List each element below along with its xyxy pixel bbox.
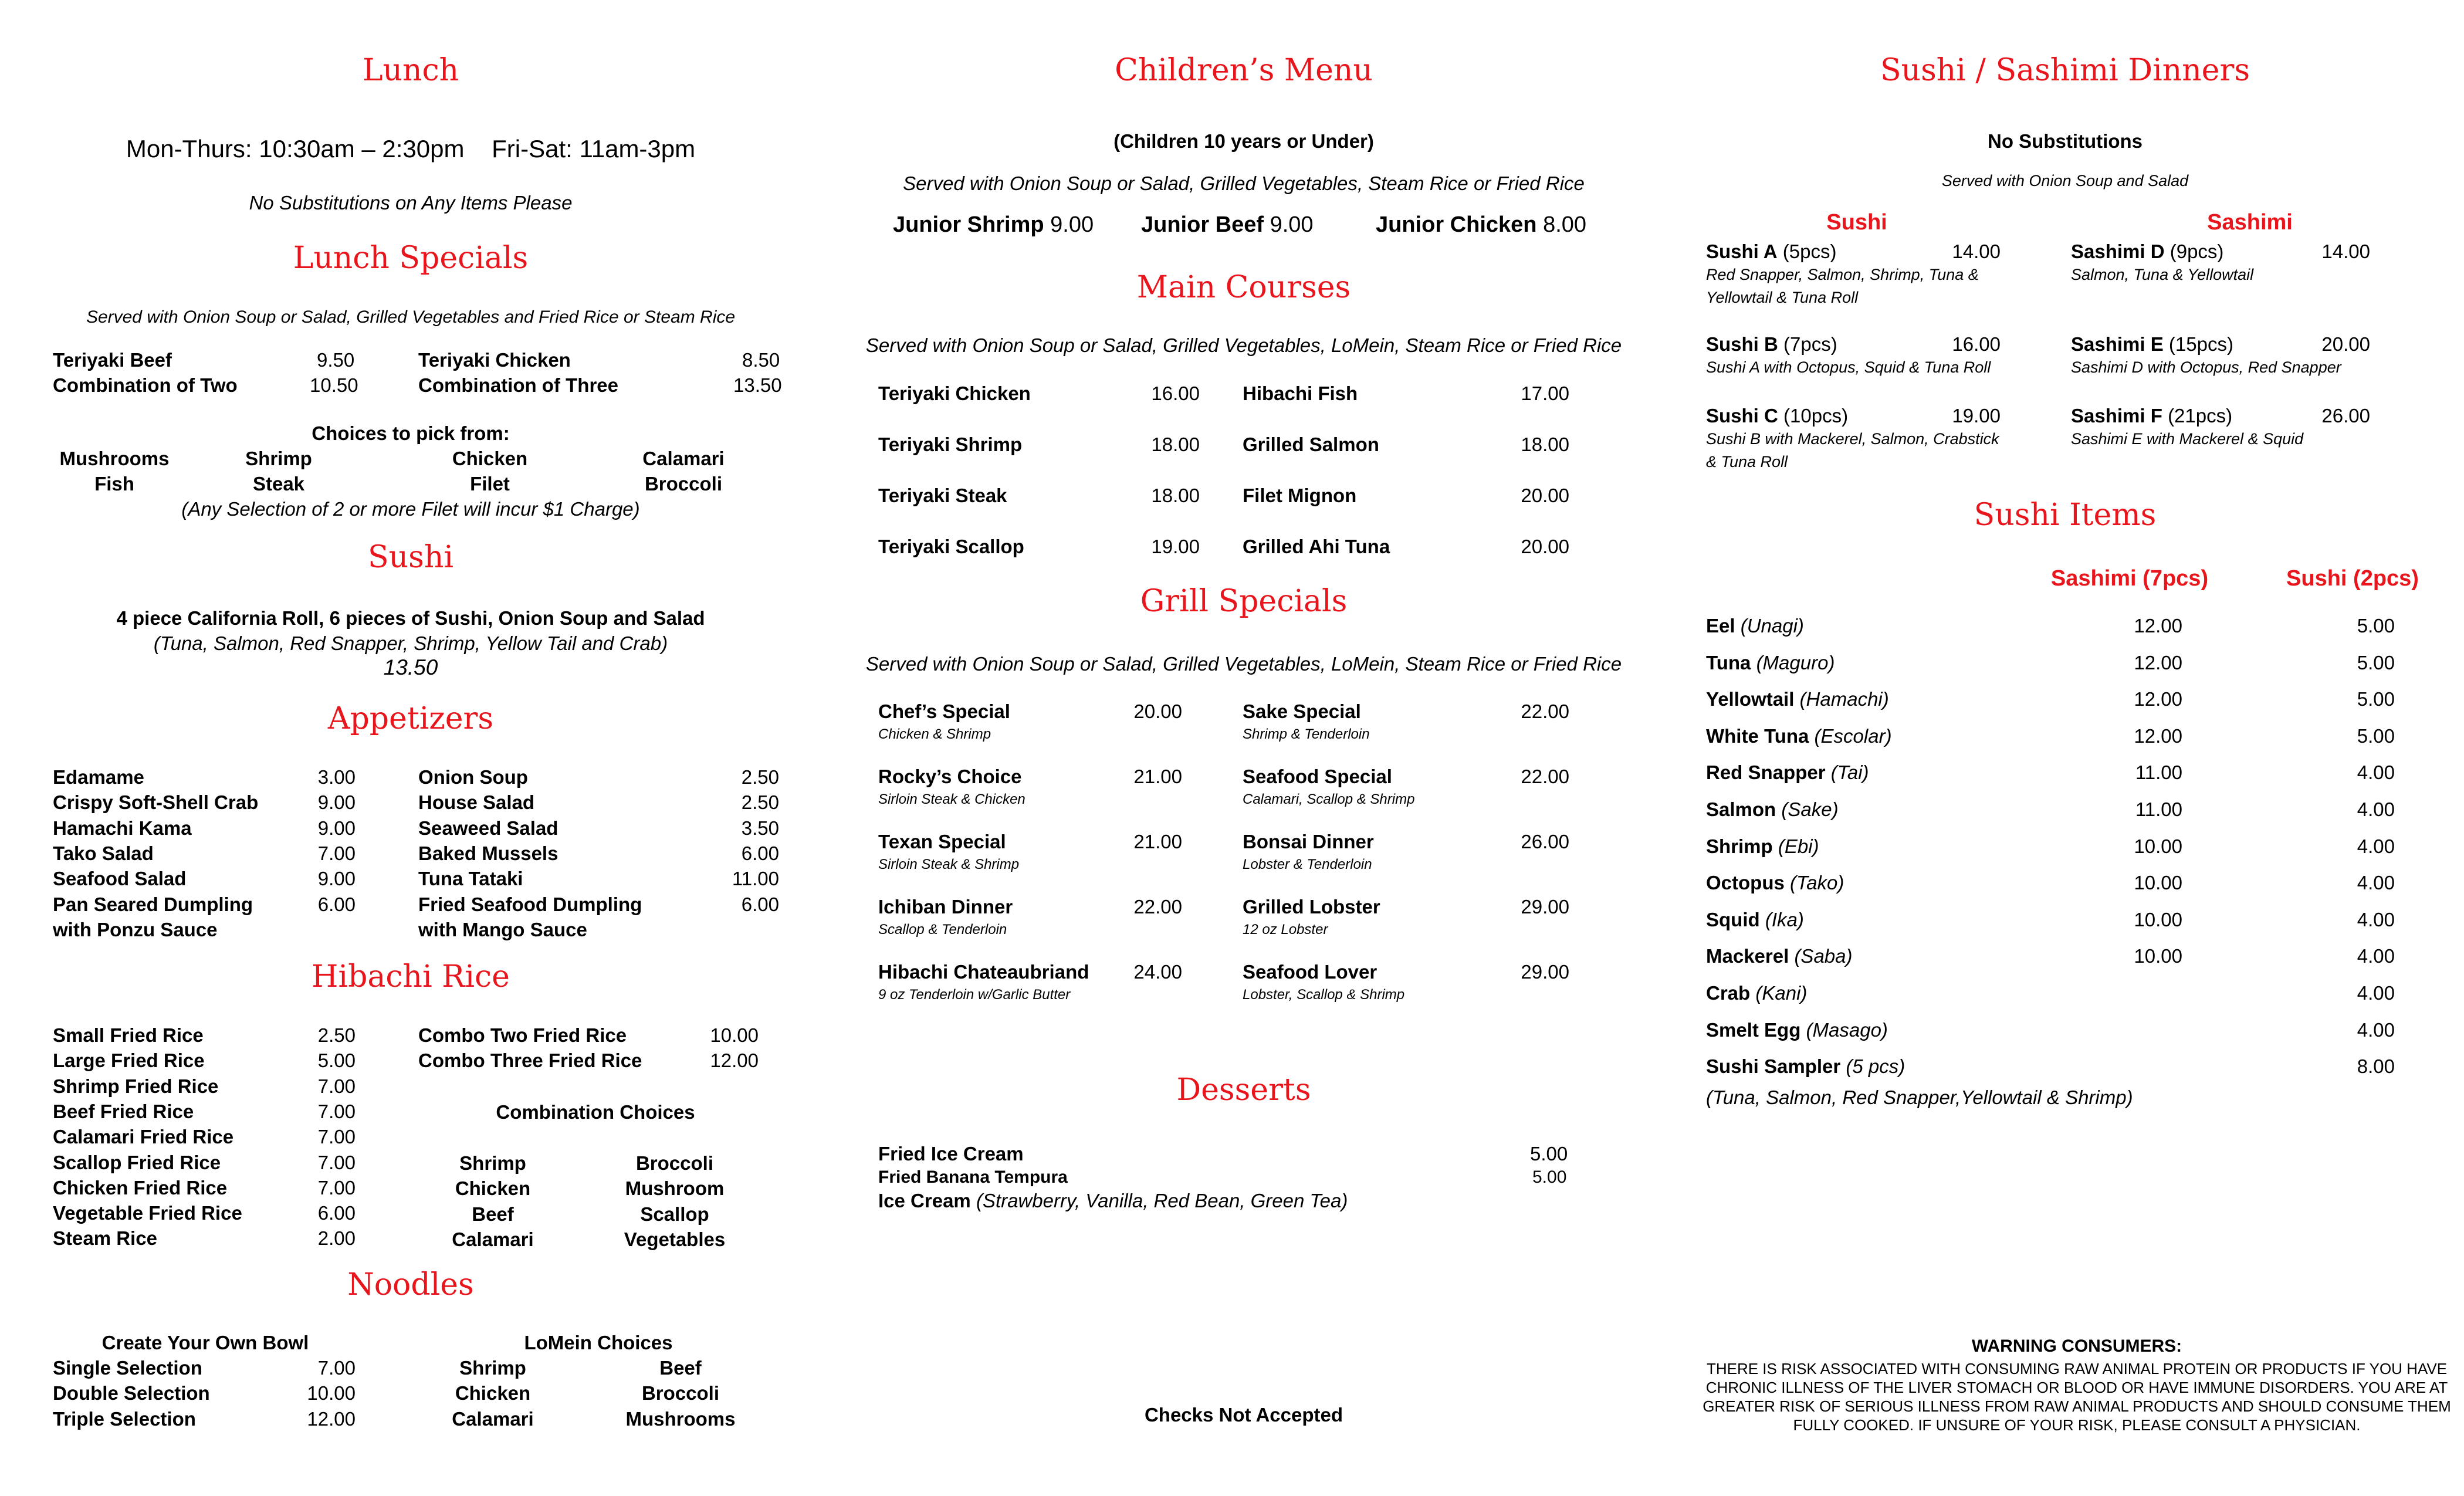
menu-item-name: Teriyaki Beef [53,349,172,371]
menu-item-price: 10.00 [307,1382,356,1404]
menu-item-price: 21.00 [1133,766,1182,787]
menu-item-name: Sushi Sampler [1706,1055,1841,1078]
menu-item-description: Lobster & Tenderloin [1243,857,1372,872]
choice-item: Beef [659,1357,702,1379]
menu-item [1141,212,1314,238]
choice-item: Shrimp [459,1357,526,1379]
menu-item-price: 20.00 [1521,536,1569,557]
sashimi-price: 11.00 [2135,761,2182,784]
table-row [1706,1019,1888,1041]
menu-item-pieces: (5pcs) [1782,241,1837,262]
menu-item-price: 7.00 [317,1151,356,1173]
menu-item [1376,212,1586,238]
sushi-price: 8.00 [2357,1055,2395,1078]
menu-item-pieces: (10pcs) [1783,405,1849,427]
main-courses-heading: Main Courses [1136,270,1351,305]
menu-item-price: 7.00 [317,1100,356,1122]
menu-item-name: Salmon [1706,798,1776,820]
lunch-sushi-heading: Sushi [368,540,453,575]
lunch-sushi-price: 13.50 [383,655,438,679]
menu-item [1706,241,1836,263]
menu-item-description: Sushi A with Octopus, Squid & Tuna Roll [1706,358,1991,376]
menu-item-price: 2.50 [741,791,779,814]
menu-item-japanese-name: (Sake) [1781,798,1839,820]
choice-item: Broccoli [635,1152,714,1174]
menu-item-price: 2.50 [741,766,779,788]
menu-item-name: Fried Banana Tempura [878,1167,1068,1187]
menu-item-price: 18.00 [1521,434,1569,455]
menu-item-price: 16.00 [1151,383,1200,404]
lunch-sushi-fish-list: (Tuna, Salmon, Red Snapper, Shrimp, Yellow Tail and Crab) [153,632,668,654]
choice-item: Calamari [642,448,725,469]
table-row [1706,725,1892,747]
menu-item-name: Seafood Lover [1243,961,1377,983]
menu-item-price: 29.00 [1521,896,1569,918]
menu-item-name: Tako Salad [53,842,154,864]
choice-item: Filet [470,473,510,495]
lunch-hours: Mon-Thurs: 10:30am – 2:30pm Fri-Sat: 11am-3pm [126,135,696,163]
menu-item-name: Hibachi Fish [1243,383,1358,404]
lomein-choices-title: LoMein Choices [524,1332,673,1353]
menu-item-name: Scallop Fried Rice [53,1151,221,1173]
lunch-no-substitutions: No Substitutions on Any Items Please [249,192,573,214]
sushi-dinners-heading: Sushi / Sashimi Dinners [1880,53,2250,88]
choice-item: Broccoli [644,473,723,495]
menu-item-name: Sashimi E [2071,333,2164,355]
menu-item-name: Ichiban Dinner [878,896,1013,918]
menu-item-name: Crab [1706,982,1751,1004]
menu-item-description: Shrimp & Tenderloin [1243,726,1370,742]
menu-item-description: Calamari, Scallop & Shrimp [1243,791,1415,807]
sashimi-price: 10.00 [2134,945,2182,967]
sashimi-price: 12.00 [2134,651,2182,673]
table-row [1706,798,1839,821]
menu-item-name: Bonsai Dinner [1243,831,1374,852]
choice-item: Steak [252,473,305,495]
menu-item-japanese-name: (Unagi) [1740,615,1804,637]
menu-item-name: Shrimp Fried Rice [53,1075,219,1097]
table-row [1706,982,1807,1004]
menu-item-japanese-name: (Escolar) [1814,725,1892,747]
menu-item-description: 12 oz Lobster [1243,922,1328,937]
menu-item-name: Teriyaki Shrimp [878,434,1023,455]
choice-item: Broccoli [641,1382,720,1404]
menu-item-price: 6.00 [741,842,779,864]
menu-item-price: 18.00 [1151,434,1200,455]
sushi-price: 4.00 [2357,945,2395,967]
menu-item-name: Sushi A [1706,241,1778,262]
menu-item-name: Seafood Salad [53,868,187,890]
menu-item-name: Single Selection [53,1357,202,1379]
sushi-price: 4.00 [2357,872,2395,894]
menu-item-name: Edamame [53,766,144,788]
menu-item-japanese-name: (Tako) [1790,872,1844,894]
hibachi-rice-heading: Hibachi Rice [312,959,510,994]
menu-item-name: Tuna [1706,651,1751,673]
menu-item-pieces: (15pcs) [2168,333,2233,355]
lunch-sushi-description: 4 piece California Roll, 6 pieces of Sushi, Onion Soup and Salad [116,607,705,629]
choice-item: Shrimp [459,1152,526,1174]
menu-item-name: Large Fried Rice [53,1050,205,1072]
menu-item-price: 14.00 [2321,241,2370,262]
sashimi-price: 10.00 [2134,835,2182,857]
menu-item-price: 26.00 [1521,831,1569,852]
choice-item: Beef [472,1203,514,1225]
menu-item-price: 9.00 [317,868,356,890]
combination-choices-title: Combination Choices [496,1101,695,1123]
menu-item-name: Steam Rice [53,1227,157,1250]
table-row [1706,835,1819,858]
menu-item-description: Sashimi E with Mackerel & Squid [2071,430,2304,448]
menu-item-pieces: (21pcs) [2168,405,2233,427]
menu-item [878,1190,1348,1212]
menu-item-price: 6.00 [317,893,356,915]
menu-item-name: Beef Fried Rice [53,1100,194,1122]
choice-item: Chicken [452,448,528,469]
menu-item-price: 22.00 [1133,896,1182,918]
table-row [1706,688,1889,710]
menu-item-price: 19.00 [1151,536,1200,557]
menu-item-name: Onion Soup [418,766,528,788]
menu-item [893,212,1094,238]
menu-item-name: Sashimi F [2071,405,2162,427]
sushi-price: 4.00 [2357,798,2395,820]
sashimi-price: 12.00 [2134,615,2182,637]
menu-item-name: Calamari Fried Rice [53,1126,234,1148]
menu-item-description: Red Snapper, Salmon, Shrimp, Tuna & [1706,266,1979,283]
choice-item: Shrimp [245,448,312,469]
menu-item-name: Chicken Fried Rice [53,1176,228,1199]
menu-item-name: Seaweed Salad [418,817,559,839]
menu-item-name: Squid [1706,908,1760,930]
menu-item-japanese-name: (Tai) [1830,761,1869,784]
menu-item-description: Sirloin Steak & Shrimp [878,857,1020,872]
table-row [1706,615,1804,637]
menu-item-name: Combo Three Fried Rice [418,1050,642,1072]
menu-item-japanese-name: (Masago) [1806,1018,1888,1041]
menu-item-name: Red Snapper [1706,761,1826,784]
menu-item-name: with Mango Sauce [418,918,587,940]
sashimi-column-heading: Sashimi [2207,210,2293,235]
menu-item-name: Small Fried Rice [53,1024,204,1046]
sashimi-price: 12.00 [2134,688,2182,710]
menu-item-name: Junior Shrimp [893,212,1044,237]
sushi-price: 4.00 [2357,982,2395,1004]
menu-item-description: Sirloin Steak & Chicken [878,791,1025,807]
table-row [1706,872,1844,894]
menu-item-price: 11.00 [732,868,779,890]
menu-item-price: 5.00 [1530,1143,1568,1165]
menu-item-price: 7.00 [317,1126,356,1148]
menu-item-price: 17.00 [1521,383,1569,404]
menu-item [2071,333,2233,356]
menu-item-price: 9.50 [317,349,355,371]
menu-item-price: 5.00 [317,1050,356,1072]
menu-item-description: Sushi B with Mackerel, Salmon, Crabstick [1706,430,1999,448]
menu-item-name: Sushi B [1706,333,1778,355]
sashimi-price: 10.00 [2134,872,2182,894]
menu-item-name: Junior Chicken [1376,212,1537,237]
menu-item-name: with Ponzu Sauce [53,918,218,940]
lunch-heading: Lunch [362,53,459,88]
choice-item: Vegetables [624,1228,726,1250]
menu-item-price: 6.00 [741,893,779,915]
menu-item-price: 18.00 [1151,485,1200,506]
sushi-price-column-heading: Sushi (2pcs) [2286,566,2419,591]
menu-item-name: Teriyaki Chicken [878,383,1031,404]
menu-item-name: Triple Selection [53,1407,196,1430]
menu-item-name: Yellowtail [1706,688,1795,710]
menu-item-description: Yellowtail & Tuna Roll [1706,289,1859,306]
sushi-price: 4.00 [2357,761,2395,784]
menu-item-price: 13.50 [733,374,782,396]
menu-item-name: Junior Beef [1141,212,1264,237]
menu-item-japanese-name: (Maguro) [1756,651,1835,673]
menu-item-price: 22.00 [1521,700,1569,722]
menu-item-name: Hibachi Chateaubriand [878,961,1089,983]
menu-item-description: & Tuna Roll [1706,453,1788,471]
menu-item-name: Octopus [1706,872,1785,894]
sushi-column-heading: Sushi [1826,210,1887,235]
sashimi-price: 11.00 [2135,798,2182,820]
menu-item-japanese-name: (Ebi) [1778,835,1819,857]
filet-charge-note: (Any Selection of 2 or more Filet will incur $1 Charge) [181,498,640,520]
menu-item-price: 20.00 [2321,333,2370,355]
menu-item-price: 12.00 [710,1050,759,1072]
menu-item [2071,405,2232,427]
menu-item-name: Rocky’s Choice [878,766,1022,787]
lunch-specials-served: Served with Onion Soup or Salad, Grilled Vegetables and Fried Rice or Steam Rice [86,307,736,327]
table-row [1706,945,1853,967]
menu-item-price: 9.00 [1050,212,1094,237]
menu-item-price: 2.00 [317,1227,356,1250]
sushi-dinners-served: Served with Onion Soup and Salad [1941,172,2189,189]
menu-item-name: Teriyaki Scallop [878,536,1024,557]
menu-item-japanese-name: (Ika) [1765,908,1804,930]
choice-item: Chicken [455,1382,531,1404]
choice-item: Chicken [455,1177,531,1200]
menu-item-flavors: (Strawberry, Vanilla, Red Bean, Green Tea) [976,1190,1348,1211]
menu-item-price: 21.00 [1133,831,1182,852]
menu-item-price: 7.00 [317,1075,356,1097]
menu-item-price: 20.00 [1133,700,1182,722]
warning-line: FULLY COOKED. IF UNSURE OF YOUR RISK, PLEASE CONSULT A PHYSICIAN. [1793,1416,2361,1434]
menu-item-japanese-name: (Kani) [1755,982,1808,1004]
menu-item-price: 7.00 [317,842,356,864]
main-courses-served: Served with Onion Soup or Salad, Grilled Vegetables, LoMein, Steam Rice or Fried Rice [865,334,1622,356]
appetizers-heading: Appetizers [327,701,494,736]
menu-item-name: Ice Cream [878,1190,971,1211]
menu-item-name: Combo Two Fried Rice [418,1024,627,1046]
menu-item-description: Sashimi D with Octopus, Red Snapper [2071,358,2341,376]
menu-item-name: Grilled Lobster [1243,896,1380,918]
menu-item-name: White Tuna [1706,725,1809,747]
choice-item: Mushrooms [59,448,170,469]
menu-item-pieces: (9pcs) [2169,241,2224,262]
sushi-dinners-no-subs: No Substitutions [1988,130,2143,152]
sushi-price: 5.00 [2357,651,2395,673]
table-row [1706,1055,1905,1078]
menu-item-japanese-name: (5 pcs) [1846,1055,1905,1078]
menu-item-name: Smelt Egg [1706,1018,1801,1041]
choice-item: Calamari [452,1407,534,1430]
menu-item-price: 16.00 [1952,333,2001,355]
menu-item-price: 10.50 [310,374,358,396]
menu-item-price: 9.00 [317,817,356,839]
childrens-age-note: (Children 10 years or Under) [1113,130,1374,152]
menu-item-price: 9.00 [1270,212,1314,237]
menu-item-price: 24.00 [1133,961,1182,983]
menu-item-name: Mackerel [1706,945,1789,967]
sushi-items-heading: Sushi Items [1974,497,2157,533]
menu-item-name: Combination of Two [53,374,238,396]
menu-item-japanese-name: (Saba) [1794,945,1853,967]
menu-item-name: Crispy Soft-Shell Crab [53,791,259,814]
table-row [1706,652,1835,674]
menu-item-price: 2.50 [317,1024,356,1046]
sushi-price: 4.00 [2357,835,2395,857]
choice-item: Mushrooms [625,1407,736,1430]
menu-item-description: Salmon, Tuna & Yellowtail [2071,266,2254,283]
menu-item-name: Tuna Tataki [418,868,523,890]
warning-line: GREATER RISK OF SERIOUS ILLNESS FROM RAW ANIMAL PRODUCTS AND SHOULD CONSUME THEM [1703,1397,2451,1415]
menu-item-price: 3.00 [317,766,356,788]
menu-item-price: 6.00 [317,1202,356,1224]
menu-item-price: 7.00 [317,1176,356,1199]
choice-item: Calamari [452,1228,534,1250]
menu-item-name: Pan Seared Dumpling [53,893,253,915]
menu-item-description: Chicken & Shrimp [878,726,991,742]
menu-item-name: Seafood Special [1243,766,1392,787]
menu-item-price: 3.50 [741,817,779,839]
warning-title: WARNING CONSUMERS: [1971,1336,2182,1356]
menu-item-name: Fried Ice Cream [878,1143,1024,1165]
desserts-heading: Desserts [1176,1072,1311,1108]
menu-item-name: Grilled Salmon [1243,434,1379,455]
childrens-served: Served with Onion Soup or Salad, Grilled Vegetables, Steam Rice or Fried Rice [903,172,1585,194]
menu-item-name: Sashimi D [2071,241,2165,262]
menu-item-name: Texan Special [878,831,1006,852]
menu-item-japanese-name: (Hamachi) [1799,688,1889,710]
menu-item [1706,405,1848,427]
menu-item-price: 22.00 [1521,766,1569,787]
noodles-heading: Noodles [347,1267,474,1302]
menu-item [2071,241,2223,263]
menu-item-price: 29.00 [1521,961,1569,983]
grill-specials-served: Served with Onion Soup or Salad, Grilled Vegetables, LoMein, Steam Rice or Fried Rice [865,653,1622,675]
menu-item-description: Lobster, Scallop & Shrimp [1243,987,1405,1003]
menu-item-name: Chef’s Special [878,700,1010,722]
menu-item-name: Fried Seafood Dumpling [418,893,642,915]
childrens-menu-heading: Children’s Menu [1115,53,1373,88]
sushi-price: 4.00 [2357,1018,2395,1041]
menu-item-price: 14.00 [1952,241,2001,262]
menu-item-name: Shrimp [1706,835,1773,857]
sushi-price: 5.00 [2357,688,2395,710]
choices-title: Choices to pick from: [312,422,510,444]
warning-line: THERE IS RISK ASSOCIATED WITH CONSUMING RAW ANIMAL PROTEIN OR PRODUCTS IF YOU HAVE [1706,1360,2448,1377]
menu-item-name: Sushi C [1706,405,1778,427]
table-row [1706,761,1869,784]
menu-item-name: Teriyaki Chicken [418,349,571,371]
menu-item-name: Hamachi Kama [53,817,192,839]
menu-item-name: Sake Special [1243,700,1361,722]
menu-item-price: 8.50 [742,349,780,371]
menu-item-name: Vegetable Fried Rice [53,1202,242,1224]
grill-specials-heading: Grill Specials [1140,584,1348,619]
sushi-price: 5.00 [2357,615,2395,637]
menu-item-price: 5.00 [1532,1167,1567,1187]
menu-item-price: 9.00 [317,791,356,814]
menu-item-price: 10.00 [710,1024,759,1046]
menu-item-name: Combination of Three [418,374,618,396]
sampler-note: (Tuna, Salmon, Red Snapper,Yellowtail & Shrimp) [1706,1087,2133,1108]
menu-item-price: 19.00 [1952,405,2001,427]
menu-item-price: 8.00 [1543,212,1587,237]
sushi-price: 4.00 [2357,908,2395,930]
choice-item: Mushroom [625,1177,725,1200]
menu-item-name: Baked Mussels [418,842,559,864]
menu-item-description: 9 oz Tenderloin w/Garlic Butter [878,987,1071,1003]
menu-item [1706,333,1837,356]
choice-item: Scallop [640,1203,709,1225]
create-bowl-title: Create Your Own Bowl [101,1332,309,1353]
menu-item-name: Grilled Ahi Tuna [1243,536,1390,557]
menu-item-name: Teriyaki Steak [878,485,1007,506]
menu-item-price: 20.00 [1521,485,1569,506]
sashimi-price: 12.00 [2134,725,2182,747]
menu-item-price: 7.00 [317,1357,356,1379]
sashimi-price-column-heading: Sashimi (7pcs) [2050,566,2209,591]
checks-not-accepted: Checks Not Accepted [1144,1404,1343,1426]
menu-item-name: Double Selection [53,1382,210,1404]
warning-line: CHRONIC ILLNESS OF THE LIVER STOMACH OR BLOOD OR HAVE IMMUNE DISORDERS. YOU ARE AT [1705,1379,2448,1396]
choice-item: Fish [94,473,134,495]
menu-item-description: Scallop & Tenderloin [878,922,1007,937]
menu-item-pieces: (7pcs) [1783,333,1837,355]
table-row [1706,909,1804,931]
lunch-specials-heading: Lunch Specials [293,241,529,276]
sashimi-price: 10.00 [2134,908,2182,930]
menu-item-price: 26.00 [2321,405,2370,427]
menu-item-price: 12.00 [307,1407,356,1430]
menu-item-name: Filet Mignon [1243,485,1357,506]
menu-item-name: Eel [1706,615,1735,637]
menu-item-name: House Salad [418,791,535,814]
sushi-price: 5.00 [2357,725,2395,747]
